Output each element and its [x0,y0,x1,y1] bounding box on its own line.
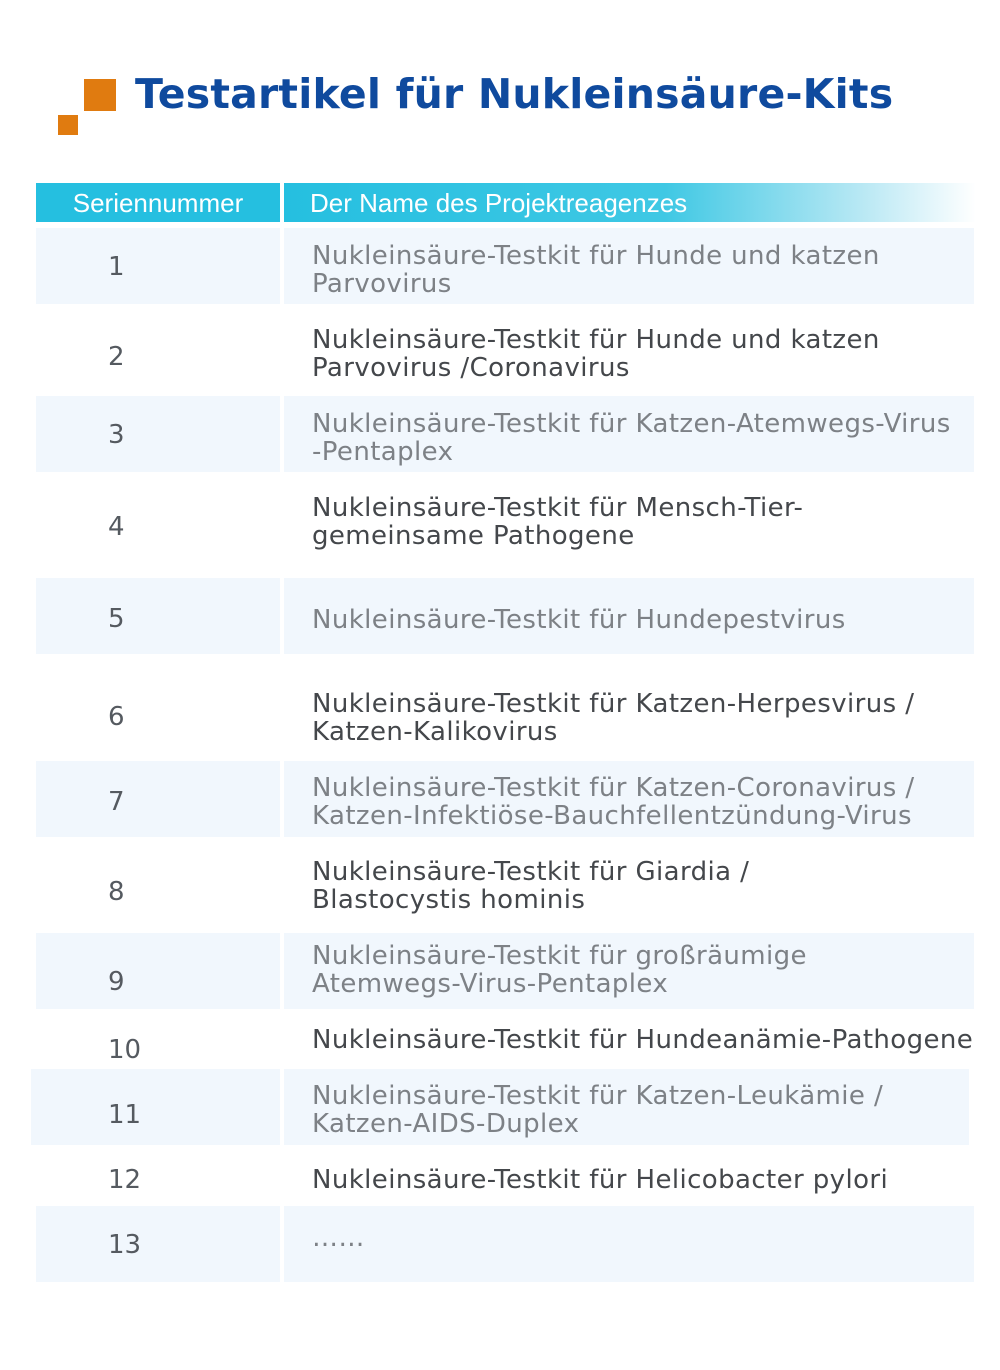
row-name-line: Blastocystis hominis [312,885,586,915]
row-number: 5 [108,604,125,634]
row-name [312,1082,883,1138]
row-name-line: …… [312,1223,365,1253]
row-number: 6 [108,702,125,732]
row-name [312,606,846,634]
row-name [312,494,803,550]
row-name-line: Nukleinsäure-Testkit für Hunde und katzen [312,241,880,271]
row-name [312,774,915,830]
row-name-line: Nukleinsäure-Testkit für Giardia / [312,857,750,887]
row-shade-number-cell [36,1206,280,1282]
row-name-line: Nukleinsäure-Testkit für großräumige [312,941,807,971]
row-name [312,326,880,382]
row-name [312,858,749,914]
row-name-line: Parvovirus [312,269,452,299]
row-name-line: Katzen-AIDS-Duplex [312,1109,580,1139]
row-name-line: Parvovirus /Coronavirus [312,353,630,383]
row-name-line: Nukleinsäure-Testkit für Helicobacter pylori [312,1165,889,1195]
row-name-line: Katzen-Infektiöse-Bauchfellentzündung-Virus [312,801,912,831]
row-name [312,942,807,998]
row-name-line: Nukleinsäure-Testkit für Katzen-Herpesvirus / [312,689,915,719]
row-name-line: Nukleinsäure-Testkit für Katzen-Atemwegs-Virus [312,409,951,439]
row-number: 3 [108,420,125,450]
row-number: 12 [108,1165,142,1195]
row-name-line: Atemwegs-Virus-Pentaplex [312,969,669,999]
row-shade-number-cell [36,228,280,304]
row-shade-number-cell [36,396,280,472]
row-number: 1 [108,252,125,282]
page-title: Testartikel für Nukleinsäure-Kits [135,70,894,118]
row-number: 4 [108,512,125,542]
row-number: 7 [108,787,125,817]
row-shade-name-cell [284,1206,974,1282]
row-number: 10 [108,1035,142,1065]
row-number: 9 [108,967,125,997]
row-shade-number-cell [36,761,280,837]
logo-square-small [58,115,78,135]
row-name [312,242,880,298]
row-name [312,690,914,746]
row-shade-number-cell [36,578,280,654]
row-name [312,410,951,466]
row-name-line: Nukleinsäure-Testkit für Mensch-Tier- [312,493,804,523]
row-name-line: Nukleinsäure-Testkit für Katzen-Leukämie / [312,1081,884,1111]
row-name-line: Katzen-Kalikovirus [312,717,558,747]
row-name [312,1026,973,1054]
column-header-number: Seriennummer [36,183,280,222]
logo-square-large [84,79,116,111]
row-number: 13 [108,1230,142,1260]
row-name-line: Nukleinsäure-Testkit für Hunde und katzen [312,325,880,355]
row-number: 2 [108,342,125,372]
row-name [312,1166,888,1194]
row-name-line: Nukleinsäure-Testkit für Hundepestvirus [312,605,846,635]
column-header-name: Der Name des Projektreagenzes [284,183,976,222]
row-number: 11 [108,1100,142,1130]
row-name-line: Nukleinsäure-Testkit für Hundeanämie-Pathogene [312,1025,974,1055]
row-name-line: gemeinsame Pathogene [312,521,635,551]
row-name-line: -Pentaplex [312,437,454,467]
row-name-line: Nukleinsäure-Testkit für Katzen-Coronavirus / [312,773,915,803]
row-shade-number-cell [36,933,280,1009]
row-name [312,1224,365,1252]
row-number: 8 [108,877,125,907]
row-shade-number-cell [31,1069,280,1145]
